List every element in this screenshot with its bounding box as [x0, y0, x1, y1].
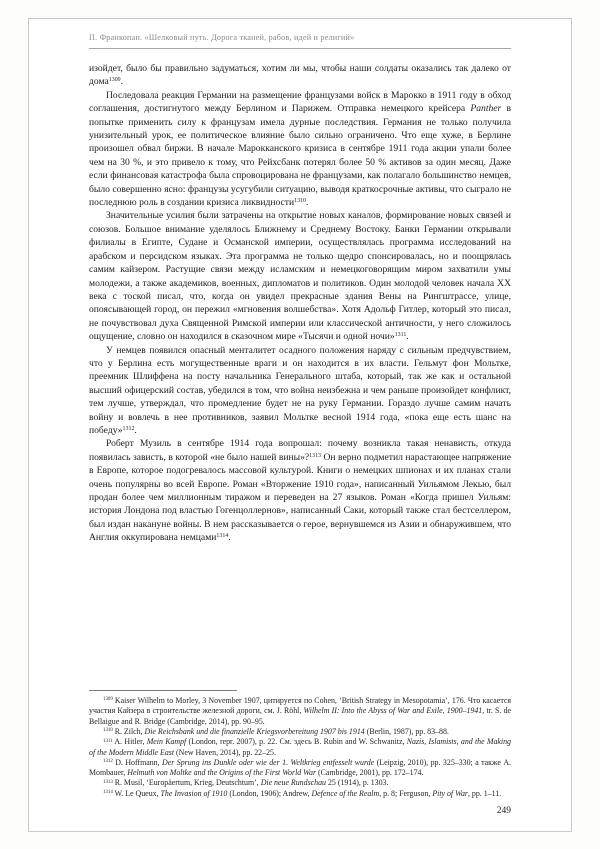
footnote-ref: 1314	[216, 532, 229, 539]
footnote-ref: 1309	[103, 697, 113, 703]
footnote-1314: $^{1314}$ W. Le Queux, The Invasion of 1910 (London, 1906); Andrew, Defence of the Realm, p. 8; Ferguson, Pity of War, pp. 1–11.	[103, 788, 502, 798]
footnote-ref: 1310	[103, 728, 113, 734]
paragraph-musil: Роберт Музиль в сентябре 1914 года вопрошал: почему возникла такая ненависть, откуда появилась зависть, в которой «не было нашей вины»?$^{1313}$ Он верно подметил нарастающее напряжение в Европе, которое подогревалось массовой культурой. Книги о немецких шпионах и их планах стали очень популярны во всей Европе. Роман «Вторжение 1910 года», написанный Уильямом Лекью, был продан более чем миллионным тиражом и переведен на 27 языков. Роман «Когда пришел Уильям: история Лондона под властью Гогенцоллернов», написанный Саки, который также стал бестселлером, был издан накануне войны. В нем рассказывается о герое, вернувшемся из Азии и обнаружившем, что Англия оккупирована немцами$^{1314}$.	[89, 438, 512, 544]
footnote-ref: 1313	[103, 779, 113, 785]
footnote-ref: 1313	[309, 452, 322, 459]
paragraph-new-alliances: Значительные усилия были затрачены на открытие новых каналов, формирование новых связей и союзов. Большое внимание уделялось Ближнему и Среднему Востоку. Банки Германии открывали филиалы в Египте, Судане и Османской империи, осуществлялась программа исследований на арабском и персидском языках. Эта программа не только щедро спонсировалась, но и поощрялась самим кайзером. Растущие связи между исламским и немецкоговорящим миром захватили умы молодежи, а также академиков, военных, дипломатов и политиков. Один молодой человек начала XX века с тоской писал, что, когда он увидел прекрасные здания Вены на Рингштрассе, улице, опоясывающей город, он пережил «мгновения волшебства». Хотя Адольф Гитлер, который это писал, не почувствовал духа Священной Римской империи или классической античности, у него сложилось ощущение, словно он находился в сказочном мире «Тысячи и одной ночи»$^{1311}$.	[89, 210, 511, 343]
footnote-ref: 1311	[394, 331, 407, 338]
footnote-1313: $^{1313}$ R. Musil, ‘Europäertum, Krieg, Deutschtum’, Die neue Rundschau 25 (1914), p. 1303.	[103, 778, 389, 788]
paragraph-continuation: изойдет, было бы правильно задуматься, хотим ли мы, чтобы наши солдаты оказались так далеко от дома$^{1309}$.	[89, 63, 511, 88]
book-page	[28, 18, 572, 832]
footnotes-section	[89, 690, 511, 799]
footnote-ref: 1314	[103, 790, 113, 796]
footnote-1312: $^{1312}$ D. Hoffmann, Der Sprung ins Dunkle oder wie der 1. Weltkrieg entfesselt wurde (Leipzig, 2010), pp. 325–330; а также A. Mombauer, Helmuth von Moltke and the Origins of the First World War (Cambridge, 2001), pp. 172–174.	[89, 757, 511, 778]
running-header: П. Франкопан. «Шелковый путь. Дорога тканей, рабов, идей и религий»	[89, 33, 355, 42]
footnote-1311: $^{1311}$ A. Hitler, Mein Kampf (London, repr. 2007), p. 22. См. здесь B. Rubin and W. Schwanitz, Nazis, Islamists, and the Making of the Modern Middle East (New Haven, 2014), pp. 22–25.	[89, 737, 512, 757]
footnote-separator	[89, 690, 237, 691]
footnote-1310: $^{1310}$ R. Zilch, Die Reichsbank und die finanzielle Kriegsvorbereitung 1907 bis 1914 (Berlin, 1987), pp. 83–88.	[103, 726, 449, 736]
body-text	[89, 62, 511, 545]
paragraph-morocco-crisis: Последовала реакция Германии на размещение французами войск в Марокко в 1911 году в обход соглашения, достигнутого между Берлином и Парижем. Отправка немецкого крейсера Panther в попытке применить силу к французам имела дурные последствия. Германия не только получила унизительный урок, ее политическое влияние было сильно ограничено. Что еще хуже, в Берлине произошел обвал биржи. В начале Марокканского кризиса в сентябре 1911 года акции упали более чем на 30 %, и это привело к тому, что Рейхсбанк потерял более 50 % активов за один месяц. Даже если финансовая катастрофа была спровоцирована не французами, как полагало большинство немцев, было совершенно ясно: французы усугубили ситуацию, выводя краткосрочные активы, что сыграло не последнюю роль в создании кризиса ликвидности$^{1310}$.	[89, 89, 511, 209]
footnote-ref: 1311	[103, 738, 113, 744]
spacer	[89, 545, 511, 690]
paragraph-siege-mentality: У немцев появился опасный менталитет осадного положения наряду с сильным предчувствием, что у Берлина есть могущественные враги и он находится в их власти. Гельмут фон Мольтке, преемник Шлиффена на посту начальника Генерального штаба, который, так же как и остальной высший офицерский состав, убедился в том, что война неизбежна и чем раньше произойдет конфликт, тем лучше, утверждал, что промедление будет не на руку Германии. Гораздо лучше самим начать войну и вовлечь в нее противников, заявил Мольтке весной 1914 года, «пока еще есть шанс на победу»$^{1312}$.	[89, 344, 511, 436]
header-rule	[89, 48, 511, 49]
footnote-ref: 1312	[103, 759, 113, 765]
page-number: 249	[496, 806, 511, 816]
footnote-ref: 1309	[108, 77, 121, 84]
footnote-ref: 1310	[294, 197, 306, 204]
footnote-1309: $^{1309}$ Kaiser Wilhelm to Morley, 3 November 1907, цитируется по Cohen, ‘British Strategy in Mesopotamia’, 176. Что касается участия Кайзера в строительстве железной дороги, см. J. Röhl, Wilhelm II: Into the Abyss of War and Exile, 1900–1941, tr. S. de Bellaigue and R. Bridge (Cambridge, 2014), pp. 90–95.	[89, 696, 512, 726]
footnote-ref: 1312	[122, 425, 135, 432]
